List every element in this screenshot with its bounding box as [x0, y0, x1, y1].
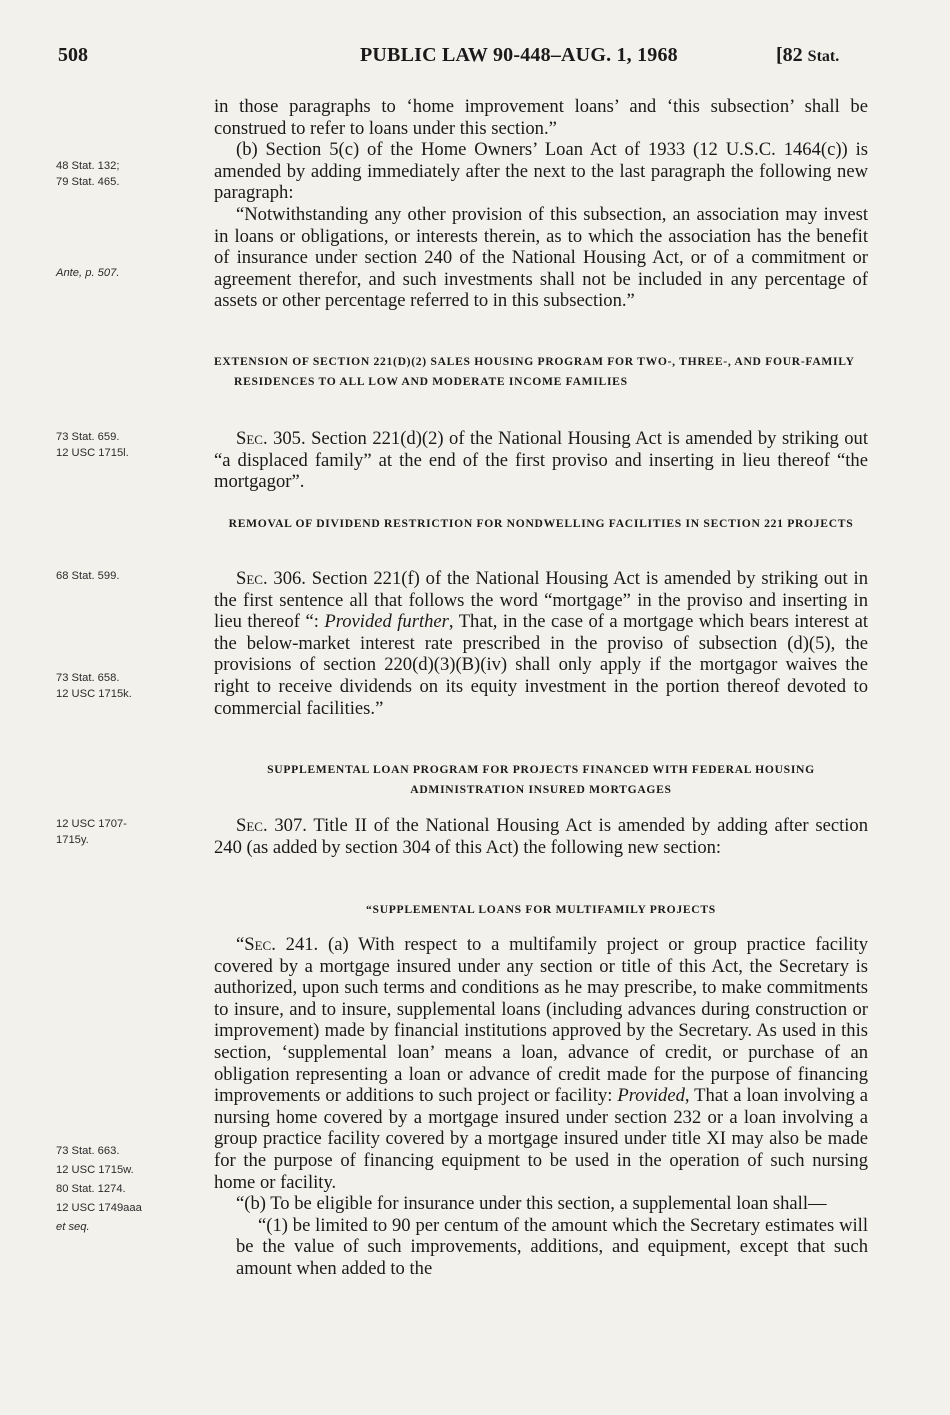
section-heading: [214, 352, 868, 391]
statute-label: Stat.: [807, 48, 840, 65]
margin-note-line: [56, 265, 206, 281]
margin-note-line: 73 Stat. 659.: [56, 431, 120, 443]
margin-note-7: [56, 1142, 206, 1237]
section-heading: [214, 760, 868, 799]
page-number: 508: [58, 44, 88, 66]
section-label: Sec. 305.: [236, 428, 306, 449]
heading-text: REMOVAL OF DIVIDEND RESTRICTION FOR NONDWELLING FACILITIES IN SECTION 221 PROJECTS: [228, 517, 854, 530]
paragraph: in those paragraphs to ‘home improvement loans’ and ‘this subsection’ shall be construed to refer to loans under this section.”: [214, 96, 868, 139]
paragraph: “(b) To be eligible for insurance under this section, a supplemental loan shall—: [236, 1193, 827, 1215]
section-306: [214, 568, 868, 719]
section-text: (a) With respect to a multifamily project or group practice facility covered by a mortgage insured under any section or title of this Act, the Secretary is authorized, upon such terms and conditions as he may prescribe, to make commitments to insure, and to insure, supplemental loans (including advances during construction or improvement) made by financial institutions approved by the Secretary. As used in this section, ‘supplemental loan’ means a loan, advance of credit, or purchase of an obligation representing a loan or advance of credit made for the purpose of financing improvements or additions to such project or facility:: [214, 934, 868, 1107]
heading-text: EXTENSION OF SECTION 221(D)(2) SALES HOUSING PROGRAM FOR TWO-, THREE-, AND FOUR-FAMILY RESIDENCES TO ALL LOW AND MODERATE INCOME FAMILIES: [214, 355, 855, 388]
paragraph: “Notwithstanding any other provision of this subsection, an association may invest in loans or obligations, or interests therein, as to which the association has the benefit of insurance under section 240 of the National Housing Act, or of a commitment or agreement therefor, and such investments shall not be included in any percentage of assets or other percentage referred to in this subsection.”: [214, 203, 868, 312]
margin-note-2: [56, 265, 206, 281]
section-label: “Sec. 241.: [236, 934, 319, 955]
margin-note-line: 12 USC 1707-: [56, 818, 127, 830]
paragraph: [214, 428, 868, 493]
margin-note-line: [56, 1218, 206, 1237]
section-text: Title II of the National Housing Act is amended by adding after section 240 (as added by section 304 of this Act) the following new section:: [214, 815, 868, 858]
margin-note-line: 73 Stat. 663.: [56, 1145, 120, 1157]
margin-note-line: 1715y.: [56, 834, 89, 846]
margin-note-line: 80 Stat. 1274.: [56, 1183, 126, 1195]
margin-note-line: 12 USC 1749aaa: [56, 1202, 142, 1214]
heading-text: SUPPLEMENTAL LOAN PROGRAM FOR PROJECTS FINANCED WITH FEDERAL HOUSING ADMINISTRATION INSURED MORTGAGES: [267, 763, 815, 796]
statute-prefix: [82: [776, 44, 808, 66]
margin-note-line: 68 Stat. 599.: [56, 570, 120, 582]
margin-note-6: [56, 816, 206, 848]
statute-reference: [776, 44, 839, 67]
margin-note-line: 12 USC 1715k.: [56, 688, 132, 700]
section-305: [214, 428, 868, 493]
section-307: [214, 815, 868, 858]
section-label: Sec. 307.: [236, 815, 307, 836]
margin-note-4: [56, 568, 206, 584]
margin-note-line: 48 Stat. 132;: [56, 160, 120, 172]
margin-note-1: [56, 158, 206, 190]
section-241: [214, 934, 868, 1280]
margin-note-line: 12 USC 1715l.: [56, 447, 129, 459]
section-heading: [214, 514, 868, 534]
section-text: Section 221(d)(2) of the National Housing Act is amended by striking out “a displaced family” at the end of the first proviso and inserting in lieu thereof “the mortgagor”.: [214, 428, 868, 493]
section-text: , That, in the case of a mortgage which bears interest at the below-market interest rate prescribed in the proviso of subsection (d)(5), the provisions of section 220(d)(3)(B)(iv) shall only apply if the mortgagor waives the right to receive dividends on its equity investment in the portion thereof devoted to commercial facilities.”: [214, 611, 868, 719]
section-label: Sec. 306.: [236, 568, 306, 589]
italic-text: Provided further: [324, 611, 449, 633]
italic-text: Provided: [617, 1085, 685, 1107]
page-title: PUBLIC LAW 90-448–AUG. 1, 1968: [360, 44, 678, 66]
margin-note-line: 73 Stat. 658.: [56, 672, 120, 684]
margin-note-text: et seq.: [56, 1221, 90, 1233]
margin-note-line: 79 Stat. 465.: [56, 176, 120, 188]
paragraph: (b) Section 5(c) of the Home Owners’ Loan Act of 1933 (12 U.S.C. 1464(c)) is amended by adding immediately after the next to the last paragraph the following new paragraph:: [214, 139, 868, 204]
heading-text: “SUPPLEMENTAL LOANS FOR MULTIFAMILY PROJECTS: [366, 903, 716, 916]
margin-note-line: 12 USC 1715w.: [56, 1164, 134, 1176]
paragraph: [214, 815, 868, 858]
margin-note-5: [56, 670, 206, 702]
section-continuation: [214, 96, 868, 312]
paragraph: [214, 568, 868, 719]
page-header: [0, 44, 950, 74]
section-text: , That a loan involving a nursing home covered by a mortgage insured under section 232 or a loan involving a group practice facility covered by a mortgage insured under title XI may also be made for the purpose of financing equipment to be used in the operation of such nursing home or facility.: [214, 1085, 868, 1193]
paragraph: “(1) be limited to 90 per centum of the amount which the Secretary estimates will be the value of such improvements, additions, and equipment, except that such amount when added to the: [236, 1214, 868, 1279]
section-heading: [214, 900, 868, 920]
margin-note-3: [56, 429, 206, 461]
paragraph: [214, 934, 868, 1193]
margin-note-text: Ante, p. 507.: [56, 267, 120, 279]
section-text: Section 221(f) of the National Housing Act is amended by striking out in the first sentence all that follows the word “mortgage” in the proviso and inserting in lieu thereof “:: [214, 568, 868, 633]
